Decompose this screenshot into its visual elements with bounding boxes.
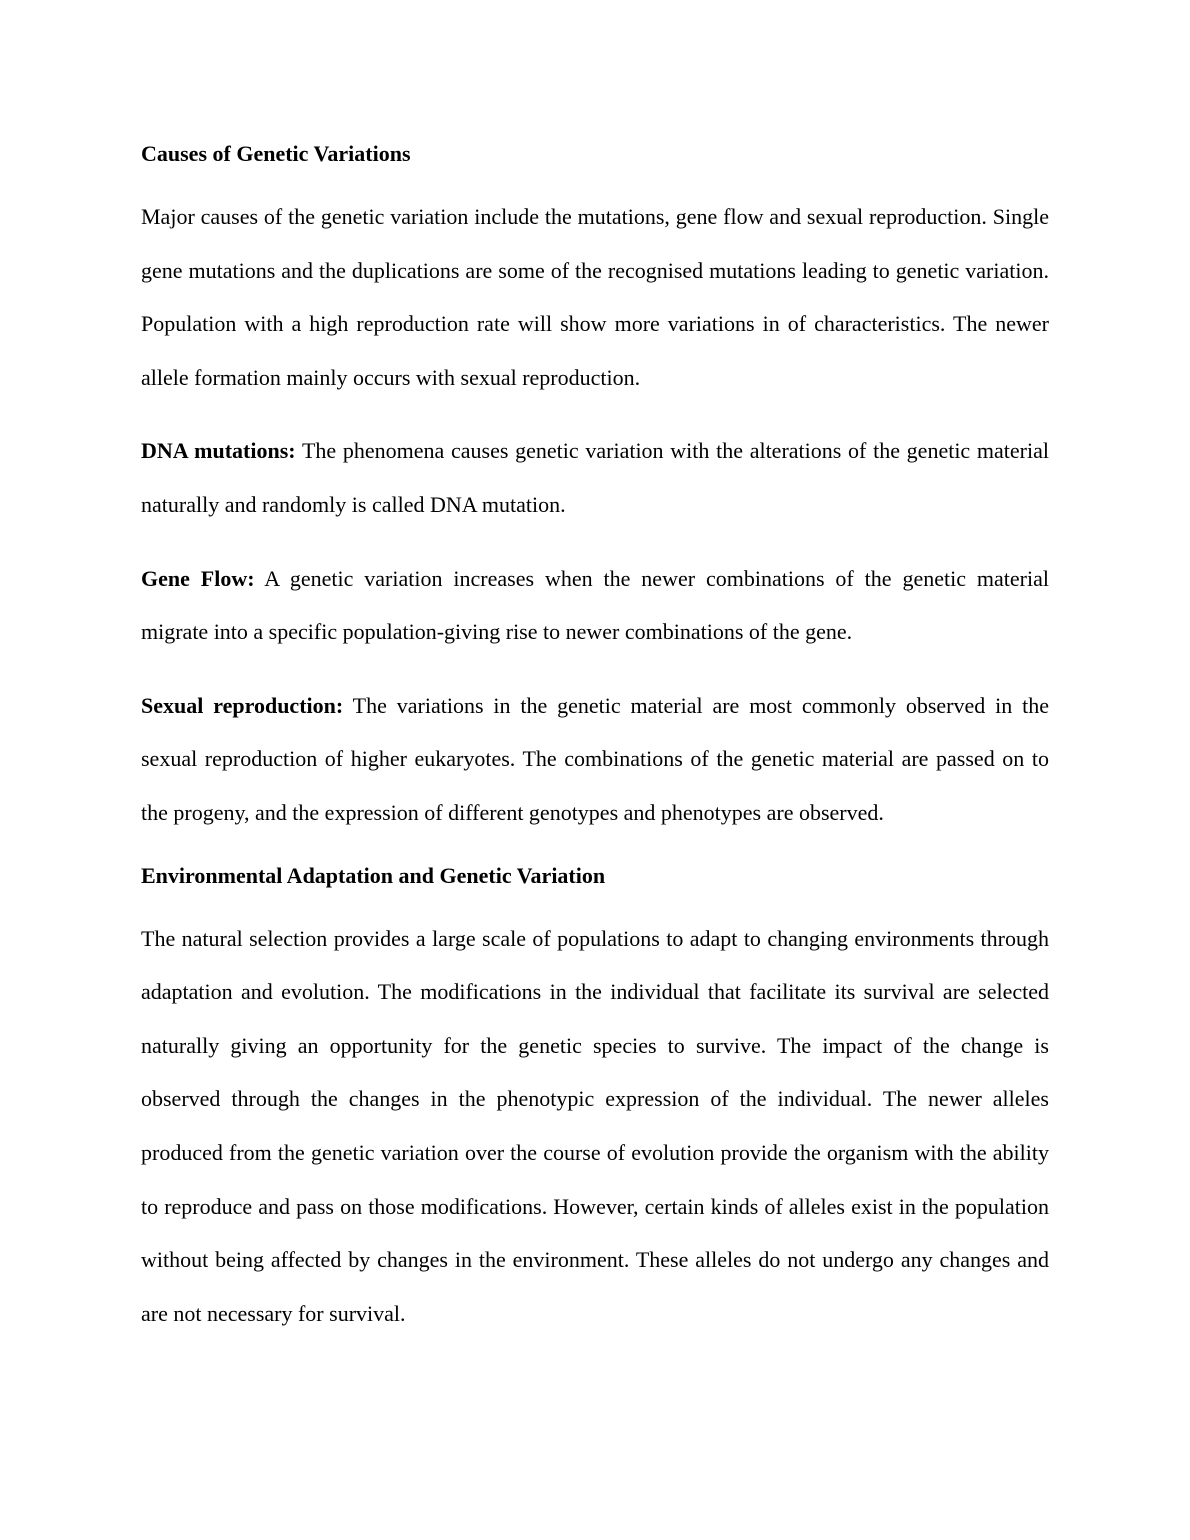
definition-gene-flow: A genetic variation increases when the newer combinations of the genetic material migrate into a specific population-giving rise to newer combinations of the gene. — [141, 565, 1049, 645]
section-heading-adaptation: Environmental Adaptation and Genetic Variation — [141, 862, 606, 888]
paragraph-dna-mutations — [141, 424, 1049, 531]
paragraph-intro: Major causes of the genetic variation include the mutations, gene flow and sexual reproduction. Single gene mutations and the duplications are some of the recognised mutations leading to genetic variation. Population with a high reproduction rate will show more variations in of characteristics. The newer allele formation mainly occurs with sexual reproduction. — [141, 204, 1049, 390]
term-dna-mutations: DNA mutations: — [141, 438, 296, 464]
definition-sexual-reproduction: The variations in the genetic material are most commonly observed in the sexual reproduction of higher eukaryotes. The combinations of the genetic material are passed on to the progeny, and the expression of different genotypes and phenotypes are observed. — [141, 692, 1049, 825]
section-heading-causes: Causes of Genetic Variations — [141, 141, 411, 166]
document-body — [141, 138, 1049, 1360]
paragraph-adaptation: The natural selection provides a large scale of populations to adapt to changing environments through adaptation and evolution. The modifications in the individual that facilitate its survival are selected naturally giving an opportunity for the genetic species to survive. The impact of the change is observed through the changes in the phenotypic expression of the individual. The newer alleles produced from the genetic variation over the course of evolution provide the organism with the ability to reproduce and pass on those modifications. However, certain kinds of alleles exist in the population without being affected by changes in the environment. These alleles do not undergo any changes and are not necessary for survival. — [141, 925, 1049, 1326]
definition-dna-mutations: The phenomena causes genetic variation with the alterations of the genetic material naturally and randomly is called DNA mutation. — [141, 438, 1049, 517]
term-sexual-reproduction: Sexual reproduction: — [141, 692, 344, 718]
paragraph-gene-flow — [141, 552, 1049, 659]
paragraph-sexual-reproduction — [141, 679, 1049, 840]
term-gene-flow: Gene Flow: — [141, 565, 255, 591]
